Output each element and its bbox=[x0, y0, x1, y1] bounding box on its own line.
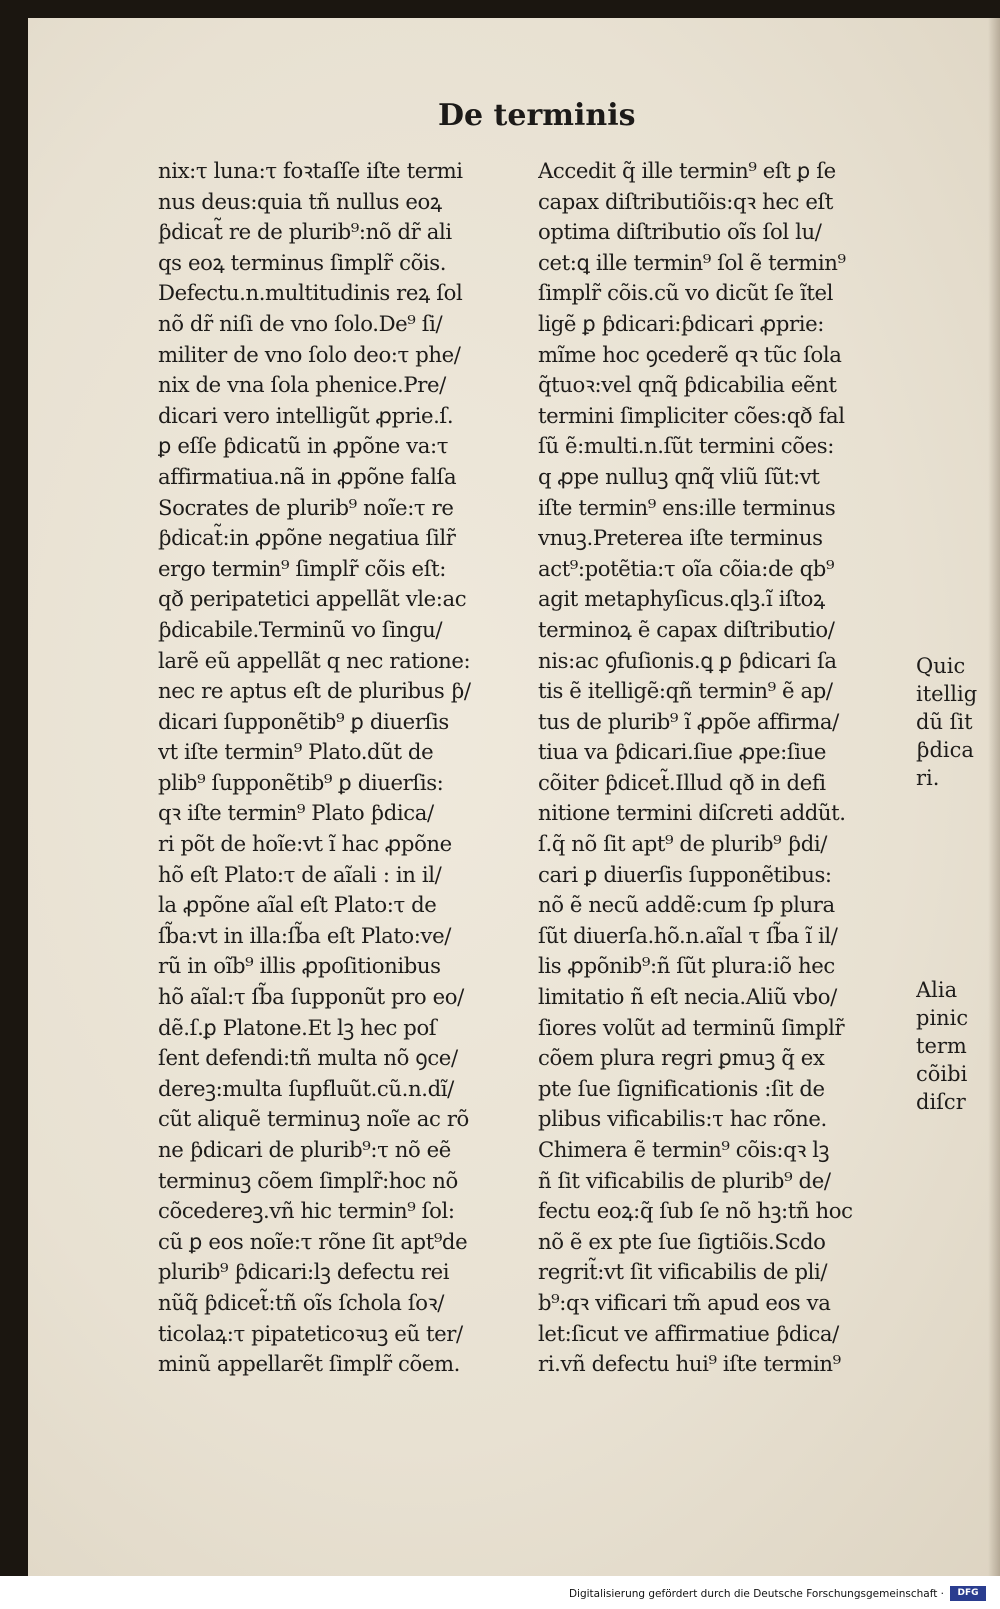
text-line: ƥdicat̃:in ꝓpõne negatiua ſilr̃ bbox=[158, 525, 456, 551]
margin-note-line: itellig bbox=[916, 682, 978, 706]
text-line: affirmatiua.nã in ꝓpõne falſa bbox=[158, 463, 457, 489]
text-line: lis ꝓpõnib⁹:ñ ſũt plura:iõ hec bbox=[538, 953, 835, 979]
page-edge-shadow bbox=[988, 18, 1000, 1576]
book-page bbox=[28, 18, 1000, 1576]
text-line: nis:ac ꝯfuſionis.ꝗ ꝑ ƥdicari ſa bbox=[538, 647, 837, 673]
text-line: ſent defendi:tñ multa nõ ꝯce/ bbox=[158, 1045, 458, 1071]
text-line: dẽ.ſ.ꝑ Platone.Et lꝫ hec poſ bbox=[158, 1014, 437, 1040]
text-line: ſimplr̃ cõis.cũ vo dicũt ſe ĩtel bbox=[538, 280, 834, 306]
text-line: qꝛ iſte termin⁹ Plato ƥdica/ bbox=[158, 800, 434, 826]
text-line: pte ſue ſignificationis :ſit de bbox=[538, 1075, 825, 1101]
right-text-column bbox=[538, 156, 908, 1380]
text-line: ligẽ ꝑ ƥdicari:ƥdicari ꝓprie: bbox=[538, 310, 825, 336]
text-line: dicari ſupponẽtib⁹ ꝑ diuerſis bbox=[158, 708, 449, 734]
text-line: ri.vñ defectu hui⁹ iſte termin⁹ bbox=[538, 1351, 841, 1377]
text-line: mĩme hoc ꝯcederẽ qꝛ tũc ſola bbox=[538, 341, 842, 367]
text-line: ſb̃a:vt in illa:ſb̃a eſt Plato:ve/ bbox=[158, 922, 451, 948]
text-line: rũ in oĩb⁹ illis ꝓpoſitionibus bbox=[158, 953, 441, 979]
text-line: plib⁹ ſupponẽtib⁹ ꝑ diuerſis: bbox=[158, 769, 444, 795]
text-line: cet:ꝗ ille termin⁹ ſol ẽ termin⁹ bbox=[538, 249, 846, 275]
text-line: act⁹:potẽtia:τ oĩa cõia:de qb⁹ bbox=[538, 555, 835, 581]
left-text-column bbox=[158, 156, 528, 1380]
margin-note-2 bbox=[916, 976, 1000, 1116]
text-line: nõ ẽ ex pte ſue ſigtiõis.Scdo bbox=[538, 1228, 826, 1254]
text-line: q ꝓpe nulluꝫ qnq̃ vliũ ſũt:vt bbox=[538, 463, 820, 489]
text-line: nũq̃ ƥdicet̃:tñ oĩs ſchola ſoꝛ/ bbox=[158, 1289, 445, 1315]
text-line: cõcedereꝫ.vñ hic termin⁹ ſol: bbox=[158, 1198, 455, 1224]
text-line: militer de vno ſolo deo:τ phe/ bbox=[158, 341, 461, 367]
text-line: cõiter ƥdicet̃.Illud qð in defi bbox=[538, 769, 826, 795]
text-line: qð peripatetici appellãt vle:ac bbox=[158, 586, 467, 612]
text-line: nus deus:quia tñ nullus eoꝝ bbox=[158, 188, 442, 214]
text-line: ri põt de hoĩe:vt ĩ hac ꝓpõne bbox=[158, 831, 452, 857]
funding-credit: Digitalisierung gefördert durch die Deutsche Forschungsgemeinschaft · bbox=[568, 1588, 944, 1600]
text-line: plibus vificabilis:τ hac rõne. bbox=[538, 1106, 827, 1132]
text-line: optima diſtributio oĩs ſol lu/ bbox=[538, 219, 822, 245]
text-line: ſũ ẽ:multi.n.ſũt termini cões: bbox=[538, 433, 834, 459]
margin-note-line: pinic bbox=[916, 1006, 969, 1030]
text-line: ſũt diuerſa.hõ.n.aĩal τ ſb̃a ĩ il/ bbox=[538, 922, 838, 948]
margin-note-1 bbox=[916, 652, 1000, 792]
text-line: nõ ẽ necũ addẽ:cum ſp plura bbox=[538, 892, 835, 918]
text-line: capax diſtributiõis:qꝛ hec eſt bbox=[538, 188, 834, 214]
margin-note-line: ƥdica bbox=[916, 738, 974, 762]
text-line: terminuꝫ cõem ſimplr̃:hoc nõ bbox=[158, 1167, 458, 1193]
margin-note-line: dũ ſit bbox=[916, 710, 973, 734]
text-line: tus de plurib⁹ ĩ ꝓpõe affirma/ bbox=[538, 708, 839, 734]
margin-note-line: cõibi bbox=[916, 1062, 968, 1086]
text-line: nix:τ luna:τ foꝛtaſſe iſte termi bbox=[158, 158, 463, 183]
text-line: terminoꝝ ẽ capax diſtributio/ bbox=[538, 616, 835, 642]
text-line: nõ dr̃ niſi de vno ſolo.De⁹ ſi/ bbox=[158, 310, 443, 336]
text-line: ƥdicat̃ re de plurib⁹:nõ dr̃ ali bbox=[158, 219, 452, 245]
text-line: fectu eoꝝ:q̃ ſub ſe nõ hꝫ:tñ hoc bbox=[538, 1198, 853, 1224]
text-line: dicari vero intelligũt ꝓprie.ſ. bbox=[158, 402, 454, 428]
dfg-logo: DFG bbox=[950, 1586, 986, 1601]
text-line: cũ ꝑ eos noĩe:τ rõne ſit apt⁹de bbox=[158, 1228, 468, 1254]
text-line: ticolaꝝ:τ pipateticoꝛuꝫ eũ ter/ bbox=[158, 1320, 463, 1346]
text-line: tiua va ƥdicari.ſiue ꝓpe:ſiue bbox=[538, 739, 827, 765]
text-line: ñ ſit vificabilis de plurib⁹ de/ bbox=[538, 1167, 831, 1193]
text-line: Accedit q̃ ille termin⁹ eſt ꝑ ſe bbox=[538, 158, 836, 183]
running-head: De terminis bbox=[438, 98, 636, 133]
text-line: tis ẽ itelligẽ:qñ termin⁹ ẽ ap/ bbox=[538, 678, 833, 704]
text-line: cõem plura regri ꝑmuꝫ q̃ ex bbox=[538, 1045, 825, 1071]
text-line: nix de vna ſola phenice.Pre/ bbox=[158, 372, 446, 398]
text-line: Chimera ẽ termin⁹ cõis:qꝛ lꝫ bbox=[538, 1137, 830, 1162]
text-line: qs eoꝝ terminus ſimplr̃ cõis. bbox=[158, 249, 447, 275]
text-line: minũ appellarẽt ſimplr̃ cõem. bbox=[158, 1351, 460, 1377]
footer-bar bbox=[0, 1576, 1000, 1609]
text-line: limitatio ñ eſt necia.Aliũ vbo/ bbox=[538, 984, 837, 1010]
text-line: vt iſte termin⁹ Plato.dũt de bbox=[158, 739, 434, 765]
text-line: regrit̃:vt ſit vificabilis de pli/ bbox=[538, 1259, 828, 1285]
margin-note-line: term bbox=[916, 1034, 967, 1058]
text-line: ſiores volũt ad terminũ ſimplr̃ bbox=[538, 1014, 845, 1040]
text-line: agit metaphyſicus.qlꝫ.ĩ iſtoꝝ bbox=[538, 586, 825, 612]
text-line: termini ſimpliciter cões:qð fal bbox=[538, 402, 845, 428]
text-line: vnuꝫ.Preterea iſte terminus bbox=[538, 525, 823, 551]
text-line: let:ſicut ve affirmatiue ƥdica/ bbox=[538, 1320, 839, 1346]
text-line: Socrates de plurib⁹ noĩe:τ re bbox=[158, 494, 454, 520]
text-line: cũt aliquẽ terminuꝫ noĩe ac rõ bbox=[158, 1106, 469, 1132]
text-line: cari ꝑ diuerſis ſupponẽtibus: bbox=[538, 861, 832, 887]
text-line: b⁹:qꝛ vificari tm̃ apud eos va bbox=[538, 1289, 831, 1315]
text-line: plurib⁹ ƥdicari:lꝫ defectu rei bbox=[158, 1259, 450, 1285]
margin-note-line: ri. bbox=[916, 766, 940, 790]
text-line: ergo termin⁹ ſimplr̃ cõis eſt: bbox=[158, 555, 446, 581]
text-line: ƥdicabile.Terminũ vo ſingu/ bbox=[158, 616, 443, 642]
text-line: ꝑ eſſe ƥdicatũ in ꝓpõne va:τ bbox=[158, 433, 449, 459]
text-line: nitione termini diſcreti addũt. bbox=[538, 800, 846, 826]
text-line: nec re aptus eſt de pluribus ƥ/ bbox=[158, 678, 471, 704]
text-line: dereꝫ:multa ſupfluũt.cũ.n.dĩ/ bbox=[158, 1075, 454, 1101]
text-line: Defectu.n.multitudinis reꝝ ſol bbox=[158, 280, 463, 306]
text-line: iſte termin⁹ ens:ille terminus bbox=[538, 494, 836, 520]
text-line: hõ eſt Plato:τ de aĩali : in il/ bbox=[158, 861, 442, 887]
margin-note-line: Quic bbox=[916, 654, 966, 678]
margin-note-line: diſcr bbox=[916, 1090, 966, 1114]
text-line: larẽ eũ appellãt q nec ratione: bbox=[158, 647, 471, 673]
text-line: la ꝓpõne aĩal eſt Plato:τ de bbox=[158, 892, 437, 918]
margin-note-line: Alia bbox=[916, 978, 958, 1002]
text-line: ne ƥdicari de plurib⁹:τ nõ eẽ bbox=[158, 1137, 451, 1162]
text-line: q̃tuoꝛ:vel qnq̃ ƥdicabilia eẽnt bbox=[538, 372, 837, 398]
text-line: ſ.q̃ nõ ſit apt⁹ de plurib⁹ ƥdi/ bbox=[538, 831, 827, 857]
text-line: hõ aĩal:τ ſb̃a ſupponũt pro eo/ bbox=[158, 984, 464, 1010]
